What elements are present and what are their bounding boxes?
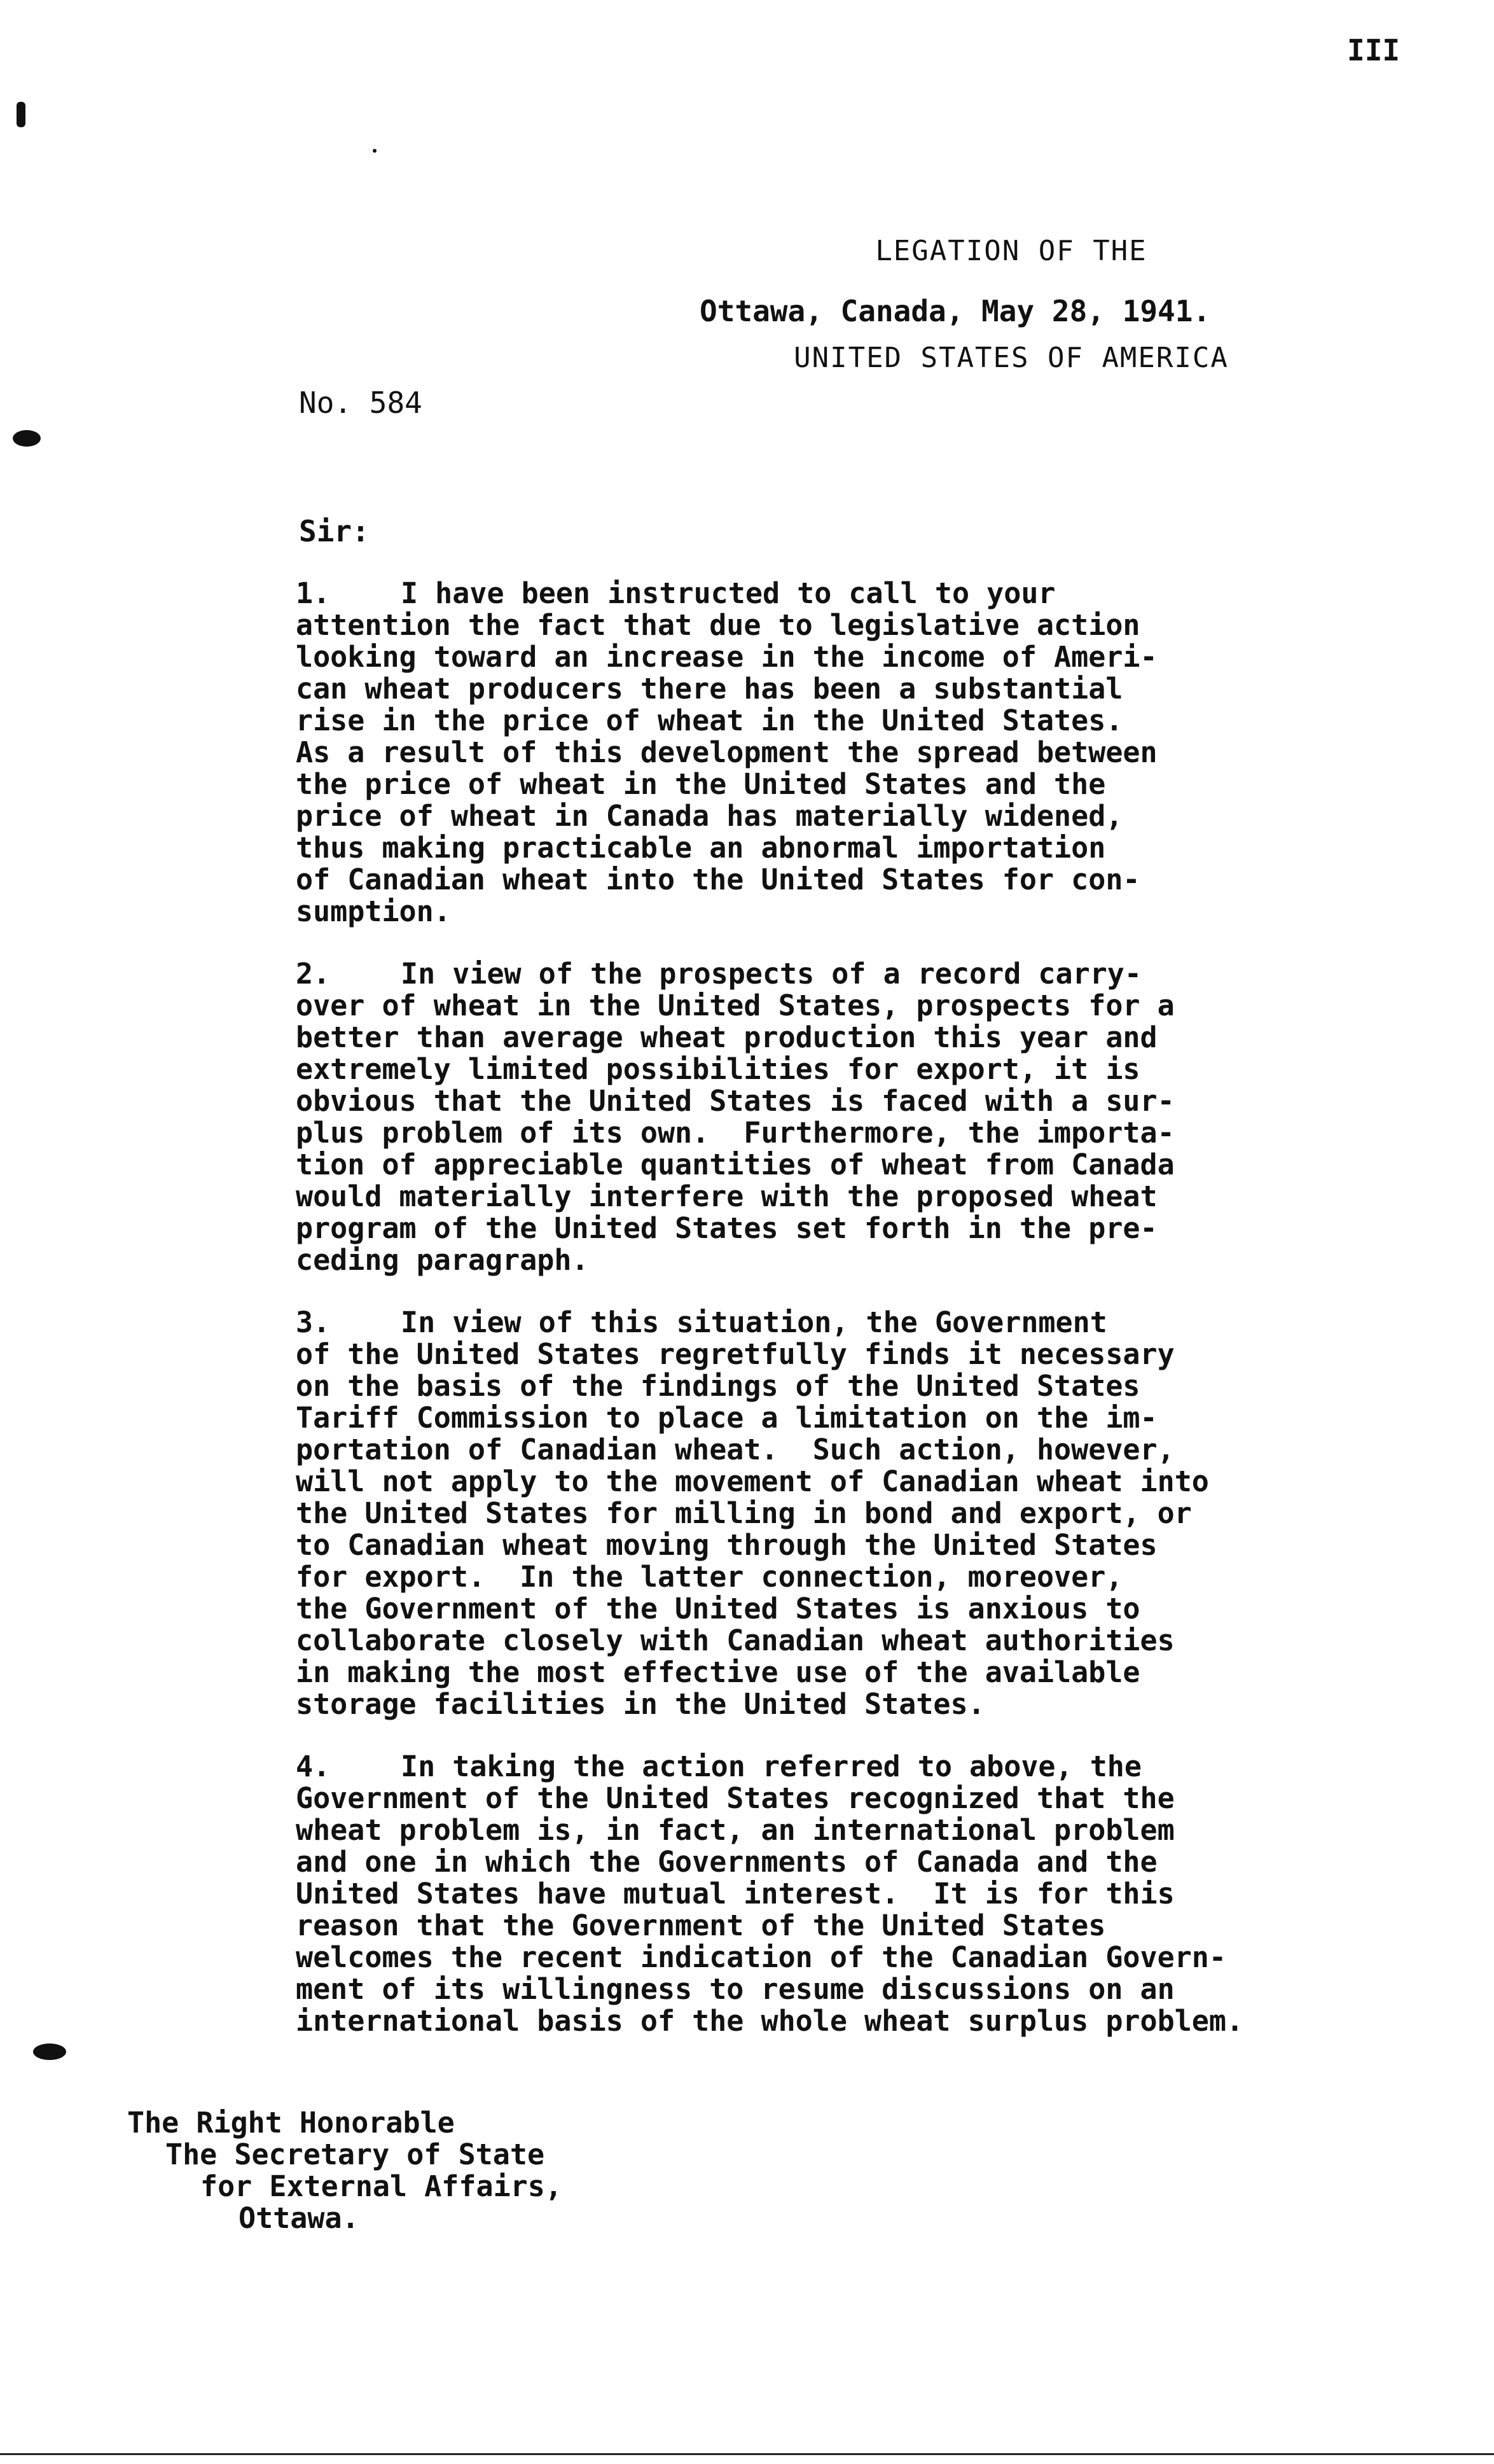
paragraph-line: thus making practicable an abnormal importation xyxy=(296,831,1106,865)
address-line-4: Ottawa. xyxy=(239,2201,359,2235)
dateline: Ottawa, Canada, May 28, 1941. xyxy=(700,294,1211,328)
ink-blot xyxy=(13,430,41,447)
paragraph-line: ment of its willingness to resume discussions on an xyxy=(296,1972,1175,2006)
letterhead-line-2: UNITED STATES OF AMERICA xyxy=(794,342,1229,374)
letter-body xyxy=(296,578,1352,2068)
paragraph-line: storage facilities in the United States. xyxy=(296,1687,985,1721)
paragraph-number: 2. xyxy=(296,957,331,991)
paragraph-line: program of the United States set forth in the pre- xyxy=(296,1211,1158,1245)
paragraph-line: wheat problem is, in fact, an international problem xyxy=(296,1813,1175,1847)
paragraph-line: extremely limited possibilities for export, it is xyxy=(296,1052,1140,1086)
paragraph-line: sumption. xyxy=(296,894,451,928)
paragraph-number: 3. xyxy=(296,1305,331,1339)
address-line-3: for External Affairs, xyxy=(200,2169,562,2203)
ink-blot xyxy=(17,102,25,127)
paragraph-line: reason that the Government of the United States xyxy=(296,1909,1106,1942)
paragraph-line: As a result of this development the spread between xyxy=(296,735,1158,769)
paragraph-line: Government of the United States recognized that the xyxy=(296,1781,1175,1815)
page-mark: III xyxy=(1347,33,1401,67)
paragraph-1 xyxy=(296,578,1352,928)
ink-blot xyxy=(33,2043,66,2060)
paragraph-number: 4. xyxy=(296,1750,331,1783)
paragraph-4 xyxy=(296,1751,1352,2037)
letterhead-line-1: LEGATION OF THE xyxy=(875,235,1147,267)
paragraph-line: the price of wheat in the United States and the xyxy=(296,767,1106,801)
paragraph-line: welcomes the recent indication of the Canadian Govern- xyxy=(296,1940,1226,1974)
paragraph-line: 3. In view of this situation, the Government xyxy=(296,1305,1107,1339)
paragraph-3 xyxy=(296,1307,1352,1720)
paragraph-line: the Government of the United States is anxious to xyxy=(296,1592,1140,1625)
paragraph-line: tion of appreciable quantities of wheat from Canada xyxy=(296,1148,1175,1181)
paragraph-line: over of wheat in the United States, prospects for a xyxy=(296,989,1175,1022)
address-line-1: The Right Honorable xyxy=(127,2106,455,2140)
paragraph-line: for export. In the latter connection, moreover, xyxy=(296,1560,1123,1594)
paragraph-line: would materially interfere with the proposed wheat xyxy=(296,1180,1158,1213)
paragraph-line: collaborate closely with Canadian wheat authorities xyxy=(296,1624,1175,1657)
paragraph-line: of the United States regretfully finds it necessary xyxy=(296,1337,1175,1371)
ink-blot xyxy=(373,149,377,153)
paragraph-line: will not apply to the movement of Canadian wheat into xyxy=(296,1465,1209,1498)
paragraph-line: on the basis of the findings of the United States xyxy=(296,1369,1140,1403)
paragraph-line: looking toward an increase in the income of Ameri- xyxy=(296,640,1158,674)
paragraph-line: 1. I have been instructed to call to your xyxy=(296,576,1056,610)
paragraph-line: price of wheat in Canada has materially widened, xyxy=(296,799,1123,833)
address-line-2: The Secretary of State xyxy=(165,2138,545,2171)
paragraph-line: portation of Canadian wheat. Such action, however, xyxy=(296,1433,1175,1466)
paragraph-line: plus problem of its own. Furthermore, the importa- xyxy=(296,1116,1175,1150)
recipient-address xyxy=(127,2107,562,2234)
paragraph-line: United States have mutual interest. It is for this xyxy=(296,1877,1175,1911)
document-number: No. 584 xyxy=(299,386,422,420)
paragraph-line: 2. In view of the prospects of a record carry- xyxy=(296,957,1142,991)
paragraph-line: rise in the price of wheat in the United States. xyxy=(296,704,1123,737)
paragraph-number: 1. xyxy=(296,576,331,610)
paragraph-line: can wheat producers there has been a substantial xyxy=(296,672,1123,706)
paragraph-line: the United States for milling in bond and export, or xyxy=(296,1496,1192,1530)
paragraph-line: 4. In taking the action referred to above, the xyxy=(296,1750,1142,1783)
paragraph-line: and one in which the Governments of Canada and the xyxy=(296,1845,1158,1879)
paragraph-line: to Canadian wheat moving through the United States xyxy=(296,1528,1158,1562)
paragraph-line: in making the most effective use of the available xyxy=(296,1655,1140,1689)
paragraph-line: of Canadian wheat into the United States for con- xyxy=(296,863,1140,896)
scan-edge-line xyxy=(0,2453,1494,2455)
paragraph-line: ceding paragraph. xyxy=(296,1243,589,1277)
paragraph-line: international basis of the whole wheat surplus problem. xyxy=(296,2004,1244,2038)
paragraph-line: attention the fact that due to legislative action xyxy=(296,608,1140,642)
paragraph-line: better than average wheat production this year and xyxy=(296,1020,1158,1054)
paragraph-2 xyxy=(296,958,1352,1276)
salutation: Sir: xyxy=(299,514,370,548)
paragraph-line: obvious that the United States is faced with a sur- xyxy=(296,1084,1175,1118)
paragraph-line: Tariff Commission to place a limitation on the im- xyxy=(296,1401,1158,1435)
